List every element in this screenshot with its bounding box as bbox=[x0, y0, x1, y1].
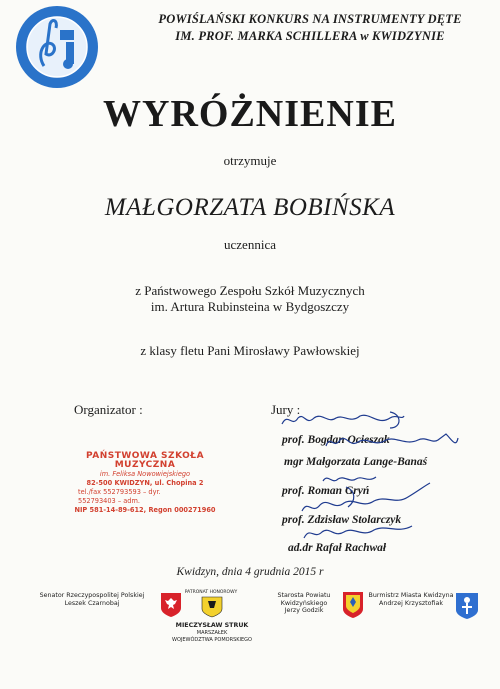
jury-member-4: prof. Zdzisław Stolarczyk bbox=[282, 514, 402, 526]
school-line-1: z Państwowego Zespołu Szkół Muzycznych bbox=[135, 283, 365, 298]
burmistrz-name: Andrzej Krzysztofiak bbox=[379, 599, 443, 607]
starosta-block bbox=[268, 592, 340, 615]
kwidzyn-county-emblem bbox=[342, 591, 364, 619]
school-line-2: im. Artura Rubinsteina w Bydgoszczy bbox=[150, 299, 350, 314]
competition-patron: IM. PROF. MARKA SCHILLERA w KWIDZYNIE bbox=[175, 29, 445, 43]
stamp-line-6: NIP 581-14-89-612, Regon 000271960 bbox=[74, 506, 216, 514]
burmistrz-title: Burmistrz Miasta Kwidzyna bbox=[368, 592, 454, 599]
marshal-block bbox=[168, 622, 256, 645]
school-stamp bbox=[60, 452, 230, 515]
stamp-line-3: 82-500 KWIDZYN, ul. Chopina 2 bbox=[86, 479, 204, 487]
senator-block bbox=[28, 592, 156, 607]
starosta-office: Kwidzyńskiego bbox=[280, 599, 328, 607]
jury-member-3: prof. Roman Gryń bbox=[282, 485, 370, 497]
marshal-title-2: WOJEWÓDZTWA POMORSKIEGO bbox=[172, 637, 252, 644]
place-date: Kwidzyn, dnia 4 grudnia 2015 r bbox=[176, 566, 324, 578]
stamp-line-4: tel./fax 552793593 – dyr. bbox=[78, 488, 161, 496]
competition-name: POWIŚLAŃSKI KONKURS NA INSTRUMENTY DĘTE bbox=[158, 12, 462, 26]
senator-name: Leszek Czarnobaj bbox=[64, 599, 120, 607]
competition-logo bbox=[14, 4, 100, 90]
kwidzyn-city-emblem bbox=[455, 592, 479, 620]
starosta-name: Jerzy Godzik bbox=[284, 607, 324, 615]
marshal-name: MIECZYSŁAW STRUK bbox=[175, 622, 249, 629]
pomorskie-emblem bbox=[201, 596, 223, 618]
stamp-line-5: 552793403 – adm. bbox=[78, 497, 140, 505]
signature-ocieszak bbox=[278, 410, 408, 432]
stamp-line-2: im. Feliksa Nowowiejskiego bbox=[99, 470, 191, 478]
burmistrz-block bbox=[366, 592, 456, 607]
marshal-patronage: PATRONAT HONOROWY bbox=[184, 590, 238, 595]
diploma-title: WYRÓŻNIENIE bbox=[103, 93, 397, 135]
class-line: z klasy fletu Pani Mirosławy Pawłowskiej bbox=[140, 343, 360, 358]
jury-member-1: prof. Bogdan Ocieszak bbox=[282, 434, 390, 446]
recipient-name: MAŁGORZATA BOBIŃSKA bbox=[104, 194, 396, 221]
receives-text: otrzymuje bbox=[223, 153, 277, 168]
jury-label: Jury : bbox=[271, 402, 301, 417]
starosta-title: Starosta Powiatu bbox=[277, 592, 331, 599]
jury-member-5: ad.dr Rafał Rachwał bbox=[288, 542, 387, 554]
jury-member-2: mgr Małgorzata Lange-Banaś bbox=[284, 456, 428, 468]
stamp-line-1: PAŃSTWOWA SZKOŁA MUZYCZNA bbox=[85, 451, 205, 470]
signature-lange-banas bbox=[322, 430, 462, 454]
marshal-title-1: MARSZAŁEK bbox=[196, 629, 228, 636]
senator-title: Senator Rzeczypospolitej Polskiej bbox=[39, 592, 145, 599]
recipient-role: uczennica bbox=[224, 237, 276, 252]
organizer-label: Organizator : bbox=[74, 402, 143, 417]
